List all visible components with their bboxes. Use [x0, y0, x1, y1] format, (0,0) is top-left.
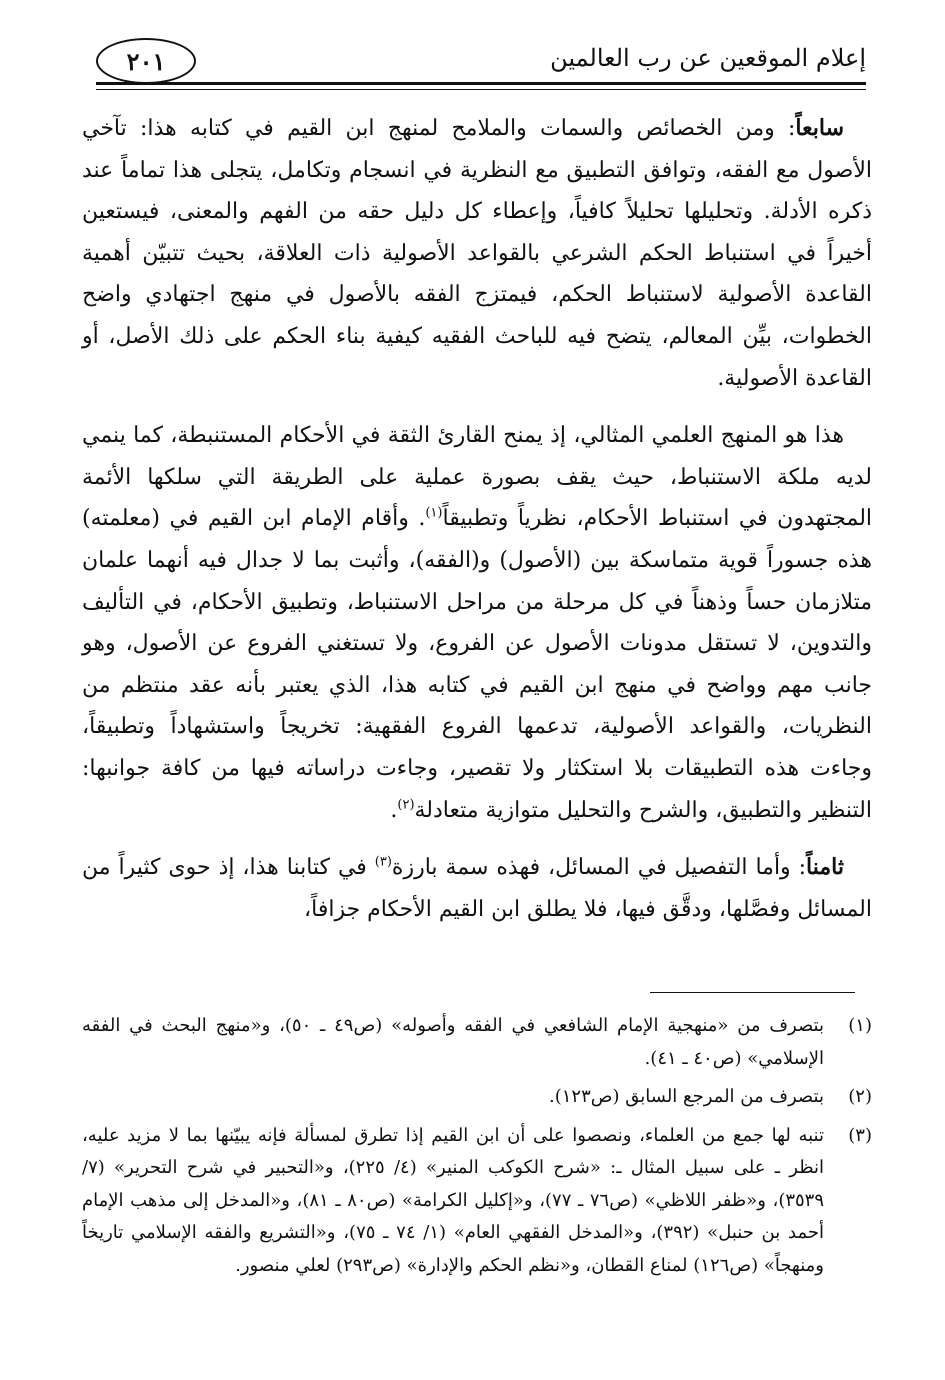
footnote-text: تنبه لها جمع من العلماء، ونصصوا على أن ابن القيم إذا تطرق لمسألة فإنه يبيّنها بما لا مزيد عليه، انظر ـ على سبيل المثال ـ: «شرح الكوكب المنير» (٤/ ٢٢٥)، و«التحبير في شرح التحرير» (٧/ ٣٥٣٩)، و«ظفر اللاظي» (ص٧٦ ـ ٧٧)، و«إكليل الكرامة» (ص٨٠ ـ ٨١)، و«المدخل إلى مذهب الإمام أحمد بن حنبل» (٣٩٢)، و«المدخل الفقهي العام» (١/ ٧٤ ـ ٧٥)، و«التشريع والفقه الإسلامي تاريخاً ومنهجاً» (ص١٢٦) لمناع القطان، و«نظم الحكم والإدارة» (ص٢٩٣) لعلي منصور. [82, 1124, 825, 1276]
paragraph-text: في كتابنا هذا، إذ حوى كثيراً من المسائل وفصَّلها، ودقَّق فيها، فلا يطلق ابن القيم الأحكام جزافاً، [82, 855, 872, 922]
paragraph-lead-eighth: ثامناً [806, 854, 844, 881]
header-rule [96, 82, 866, 85]
paragraph-text: : ومن الخصائص والسمات والملامح لمنهج ابن القيم في كتابه هذا: تآخي الأصول مع الفقه، وتوافق التطبيق مع النظرية في انسجام وتكامل، يتجلى هذا تماماً عند ذكره الأدلة. وتحليلها تحليلاً كافياً، وإعطاء كل دليل حقه من الفهم والمعنى، فيستعين أخيراً في استنباط الحكم الشرعي بالقواعد الأصولية ذات العلاقة، بحيث تتبيّن أهمية القاعدة الأصولية لاستنباط الحكم، فيمتزج الفقه بالأصول في منهج اجتهادي واضح الخطوات، بيِّن المعالم، يتضح فيه للباحث الفقيه كيفية بناء الحكم على ذلك الأصل، أو القاعدة الأصولية. [82, 116, 872, 391]
footnote-ref-3[interactable]: (٣) [374, 854, 392, 870]
header-rule-thin [96, 89, 866, 90]
footnote-text: بتصرف من «منهجية الإمام الشافعي في الفقه وأصوله» (ص٤٩ ـ ٥٠)، و«منهج البحث في الفقه الإسلامي» (ص٤٠ ـ ٤١). [82, 1015, 824, 1069]
paragraph-text: هذا هو المنهج العلمي المثالي، إذ يمنح القارئ الثقة في الأحكام المستنبطة، كما ينمي لديه ملكة الاستنباط، حيث يقف بصورة عملية على الطريقة التي سلكها الأئمة المجتهدون في استنباط الأحكام، نظرياً وتطبيقاً [82, 423, 873, 532]
footnote-number: (٢) [848, 1086, 872, 1107]
page-number: ٢٠١ [96, 38, 196, 84]
paragraph-method [82, 415, 872, 831]
footnote-item [82, 1081, 872, 1114]
footnote-separator [650, 992, 855, 993]
footnotes [82, 1010, 872, 1288]
footnote-ref-1[interactable]: (١) [425, 506, 443, 522]
footnote-item [82, 1010, 872, 1075]
footnote-text: بتصرف من المرجع السابق (ص١٢٣). [548, 1086, 824, 1107]
footnote-number: (٣) [848, 1124, 872, 1146]
footnote-ref-2[interactable]: (٢) [397, 797, 415, 813]
paragraph-lead-seventh: سابعاً [795, 115, 844, 141]
paragraph-text: . وأقام الإمام ابن القيم في (معلمته) هذه جسوراً قوية متماسكة بين (الأصول) و(الفقه)، وأثبت بما لا جدال فيه أنهما علمان متلازمان حساً وذهناً في كل مرحلة من مراحل الاستنباط، وتطبيق الأحكام، في التأليف والتدوين، لا تستقل مدونات الأصول عن الفروع، ولا تستغني الفروع عن الأصول، وهو جانب مهم وواضح في منهج ابن القيم في كتابه هذا، الذي يعتبر بأنه عقد منتظم من النظريات، والقواعد الأصولية، تدعمها الفروع الفقهية: تخريجاً واستشهاداً وتطبيقاً، وجاءت هذه التطبيقات بلا استكثار ولا تقصير، وجاءت دراساته فيها من كافة جوانبها: التنظير والتطبيق، والشرح والتحليل متوازية متعادلة [82, 506, 872, 823]
paragraph-end: . [390, 797, 398, 823]
main-text [82, 108, 872, 946]
paragraph-seventh [82, 108, 872, 399]
running-title: إعلام الموقعين عن رب العالمين [550, 44, 866, 72]
footnote-item [82, 1120, 872, 1283]
paragraph-eighth [82, 847, 872, 930]
paragraph-text: : وأما التفصيل في المسائل، فهذه سمة بارزة [391, 855, 807, 881]
footnote-number: (١) [848, 1015, 872, 1036]
page-header [96, 36, 866, 86]
